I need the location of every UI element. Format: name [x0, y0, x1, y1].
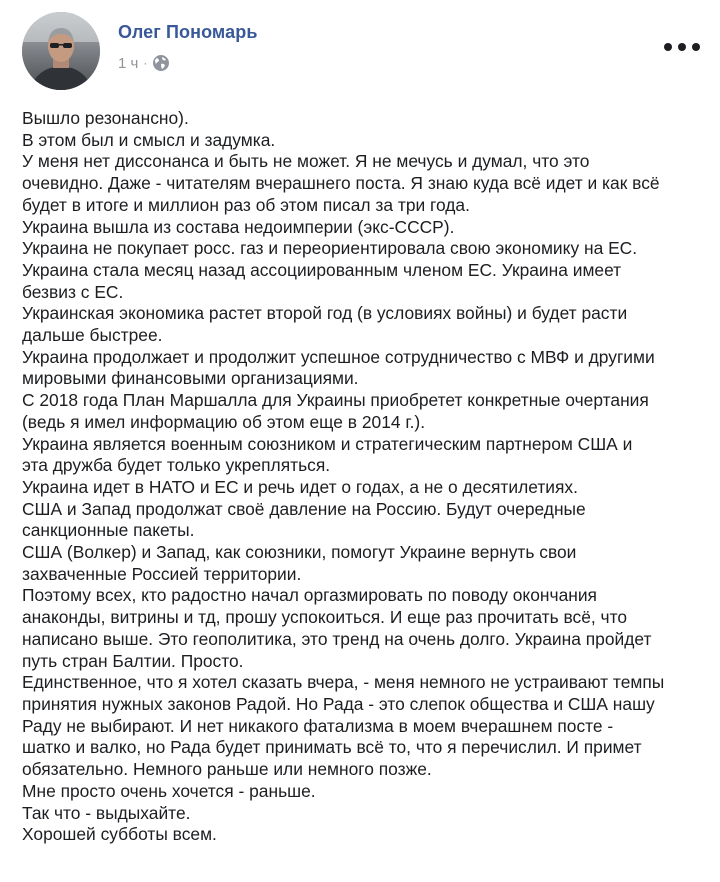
- post-text-line: Раду не выбирают. И нет никакого фатализма в моем вчерашнем посте -: [22, 715, 614, 736]
- author-avatar[interactable]: [22, 12, 100, 90]
- post-text-line: Украина продолжает и продолжит успешное сотрудничество с МВФ и другими: [22, 346, 655, 367]
- post-text-line: Поэтому всех, кто радостно начал оргазмировать по поводу окончания: [22, 585, 597, 606]
- post-meta: [118, 54, 170, 72]
- post-text-line: шатко и валко, но Рада будет принимать всё то, что я перечислил. И примет: [22, 737, 642, 758]
- post-text-line: В этом был и смысл и задумка.: [22, 129, 276, 150]
- post-text-line: Украина вышла из состава недоимперии (экс-СССР).: [22, 216, 455, 237]
- post-body: [22, 108, 712, 846]
- post-text-line: Украина стала месяц назад ассоциированным членом ЕС. Украина имеет: [22, 259, 622, 280]
- post-text-line: Вышло резонансно).: [22, 108, 189, 128]
- post-text-line: обязательно. Немного раньше или немного позже.: [22, 759, 432, 780]
- post-text-line: США (Волкер) и Запад, как союзники, помогут Украине вернуть свои: [22, 542, 577, 563]
- post-text-line: дальше быстрее.: [22, 325, 163, 346]
- post-text-line: Украинская экономика растет второй год (в условиях войны) и будет расти: [22, 303, 628, 324]
- post-text-line: эта дружба будет только укрепляться.: [22, 455, 331, 476]
- post-text-line: захваченные Россией территории.: [22, 563, 302, 584]
- post-timestamp[interactable]: 1 ч: [118, 54, 139, 72]
- meta-separator: ·: [143, 56, 148, 70]
- post-text-line: С 2018 года План Маршалла для Украины приобретет конкретные очертания: [22, 390, 649, 411]
- post-text-line: Единственное, что я хотел сказать вчера, - меня немного не устраивают темпы: [22, 672, 665, 693]
- more-options-icon: [664, 43, 672, 51]
- avatar-photo: [22, 12, 100, 90]
- post-text-line: Хорошей субботы всем.: [22, 824, 217, 845]
- post-text-line: Украина является военным союзником и стратегическим партнером США и: [22, 433, 633, 454]
- more-options-icon-dot: [692, 43, 700, 51]
- more-options-button[interactable]: [664, 38, 700, 56]
- post-text-line: будет в итоге и миллион раз об этом писал за три года.: [22, 194, 470, 215]
- post-text-line: путь стран Балтии. Просто.: [22, 650, 244, 671]
- author-name[interactable]: Олег Пономарь: [118, 22, 258, 42]
- post-text-line: Так что - выдыхайте.: [22, 802, 191, 823]
- post-text-line: Украина идет в НАТО и ЕС и речь идет о годах, а не о десятилетиях.: [22, 476, 578, 497]
- post-text-line: безвиз с ЕС.: [22, 281, 124, 302]
- post-text-line: анаконды, витрины и тд, прошу успокоиться. И еще раз прочитать всё, что: [22, 607, 628, 628]
- post-text-line: Мне просто очень хочется - раньше.: [22, 780, 316, 801]
- post-text-line: принятия нужных законов Радой. Но Рада - это слепок общества и США нашу: [22, 693, 655, 714]
- post-text-line: Украина не покупает росс. газ и переориентировала свою экономику на ЕС.: [22, 238, 638, 259]
- post-text-line: очевидно. Даже - читателям вчерашнего поста. Я знаю куда всё идет и как всё: [22, 173, 660, 194]
- post-text-line: написано выше. Это геополитика, это тренд на очень долго. Украина пройдет: [22, 628, 652, 649]
- globe-icon[interactable]: [152, 54, 170, 72]
- post-text-line: США и Запад продолжат своё давление на Россию. Будут очередные: [22, 498, 586, 519]
- more-options-icon-dot: [678, 43, 686, 51]
- post-text-line: мировыми финансовыми организациями.: [22, 368, 359, 389]
- post-text-line: санкционные пакеты.: [22, 520, 195, 541]
- post-text-line: (ведь я имел информацию об этом еще в 2014 г.).: [22, 411, 426, 432]
- post-text-line: У меня нет диссонанса и быть не может. Я не мечусь и думал, что это: [22, 151, 590, 172]
- post-header: [0, 0, 720, 100]
